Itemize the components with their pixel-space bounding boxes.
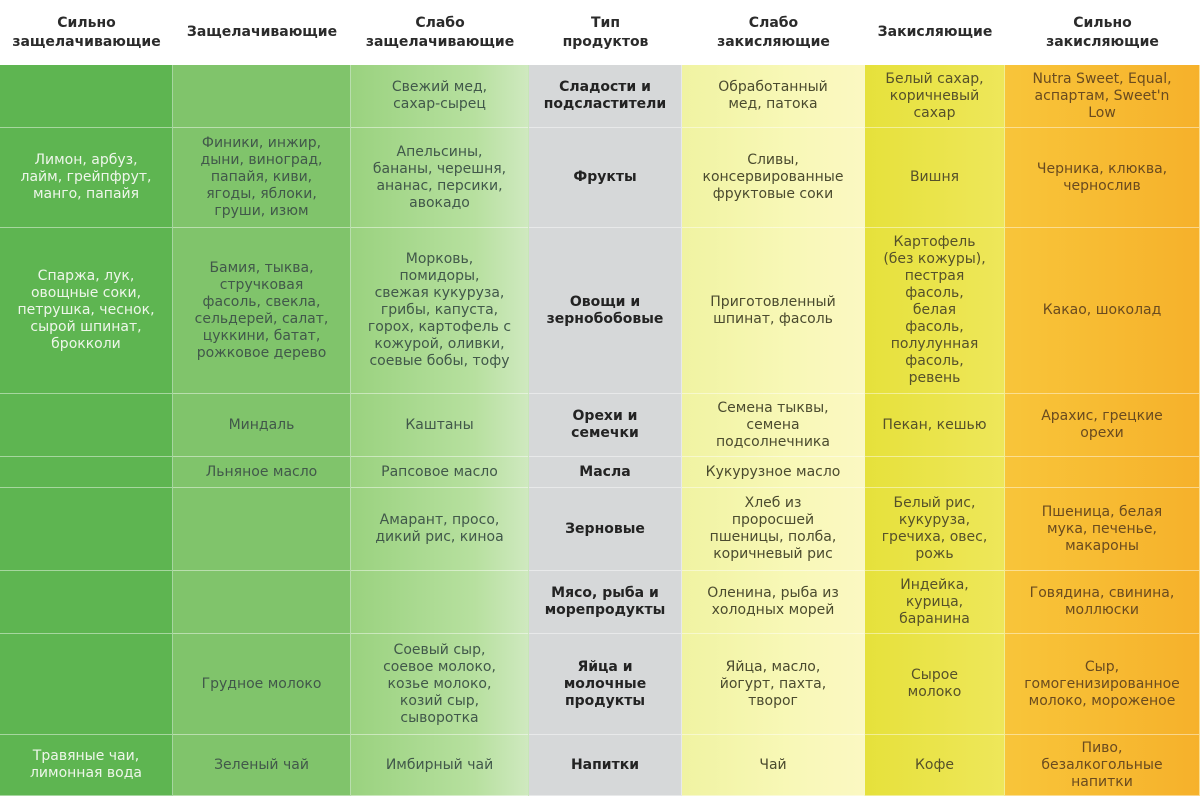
cell-alkalizing xyxy=(173,65,351,128)
cell-acidifying xyxy=(865,457,1005,488)
cell-weakly-alkalizing: Каштаны xyxy=(351,394,529,457)
cell-product-type: Овощи и зернобобовые xyxy=(529,228,682,394)
cell-weakly-acidifying: Семена тыквы, семена подсолнечника xyxy=(682,394,865,457)
cell-product-type: Яйца и молочные продукты xyxy=(529,634,682,735)
cell-strongly-alkalizing xyxy=(0,457,173,488)
cell-weakly-acidifying: Чай xyxy=(682,735,865,796)
cell-acidifying: Картофель (без кожуры), пестрая фасоль, белая фасоль, полулунная фасоль, ревень xyxy=(865,228,1005,394)
cell-acidifying: Кофе xyxy=(865,735,1005,796)
cell-acidifying: Белый сахар, коричневый сахар xyxy=(865,65,1005,128)
cell-weakly-alkalizing: Амарант, просо, дикий рис, киноа xyxy=(351,488,529,571)
cell-strongly-acidifying: Nutra Sweet, Equal, аспартам, Sweet'n Low xyxy=(1005,65,1200,128)
header-weakly-alkalizing: Слабо защелачивающие xyxy=(351,0,529,65)
cell-weakly-alkalizing: Морковь, помидоры, свежая кукуруза, грибы, капуста, горох, картофель с кожурой, оливки, соевые бобы, тофу xyxy=(351,228,529,394)
cell-weakly-acidifying: Обработанный мед, патока xyxy=(682,65,865,128)
cell-strongly-acidifying: Арахис, грецкие орехи xyxy=(1005,394,1200,457)
cell-strongly-alkalizing: Лимон, арбуз, лайм, грейпфрут, манго, папайя xyxy=(0,128,173,228)
cell-acidifying: Вишня xyxy=(865,128,1005,228)
cell-alkalizing: Бамия, тыква, стручковая фасоль, свекла, сельдерей, салат, цуккини, батат, рожковое дерево xyxy=(173,228,351,394)
cell-product-type: Орехи и семечки xyxy=(529,394,682,457)
cell-alkalizing xyxy=(173,571,351,634)
cell-weakly-acidifying: Кукурузное масло xyxy=(682,457,865,488)
cell-weakly-acidifying: Оленина, рыба из холодных морей xyxy=(682,571,865,634)
cell-strongly-acidifying: Пшеница, белая мука, печенье, макароны xyxy=(1005,488,1200,571)
cell-alkalizing: Зеленый чай xyxy=(173,735,351,796)
cell-strongly-acidifying: Пиво, безалкогольные напитки xyxy=(1005,735,1200,796)
cell-product-type: Фрукты xyxy=(529,128,682,228)
cell-strongly-acidifying: Черника, клюква, чернослив xyxy=(1005,128,1200,228)
cell-product-type: Масла xyxy=(529,457,682,488)
header-alkalizing: Защелачивающие xyxy=(173,0,351,65)
cell-strongly-alkalizing: Травяные чаи, лимонная вода xyxy=(0,735,173,796)
cell-weakly-alkalizing: Соевый сыр, соевое молоко, козье молоко, козий сыр, сыворотка xyxy=(351,634,529,735)
header-acidifying: Закисляющие xyxy=(865,0,1005,65)
cell-weakly-acidifying: Хлеб из проросшей пшеницы, полба, коричневый рис xyxy=(682,488,865,571)
cell-product-type: Сладости и подсластители xyxy=(529,65,682,128)
cell-acidifying: Пекан, кешью xyxy=(865,394,1005,457)
cell-strongly-alkalizing xyxy=(0,488,173,571)
header-weakly-acidifying: Слабо закисляющие xyxy=(682,0,865,65)
cell-strongly-alkalizing xyxy=(0,571,173,634)
cell-strongly-alkalizing xyxy=(0,65,173,128)
cell-alkalizing: Льняное масло xyxy=(173,457,351,488)
cell-weakly-acidifying: Яйца, масло, йогурт, пахта, творог xyxy=(682,634,865,735)
cell-alkalizing: Грудное молоко xyxy=(173,634,351,735)
cell-strongly-alkalizing xyxy=(0,634,173,735)
cell-weakly-alkalizing: Рапсовое масло xyxy=(351,457,529,488)
cell-alkalizing: Финики, инжир, дыни, виноград, папайя, киви, ягоды, яблоки, груши, изюм xyxy=(173,128,351,228)
cell-alkalizing xyxy=(173,488,351,571)
cell-strongly-acidifying: Сыр, гомогенизированное молоко, мороженое xyxy=(1005,634,1200,735)
header-strongly-acidifying: Сильно закисляющие xyxy=(1005,0,1200,65)
cell-product-type: Зерновые xyxy=(529,488,682,571)
cell-strongly-acidifying xyxy=(1005,457,1200,488)
cell-acidifying: Сырое молоко xyxy=(865,634,1005,735)
cell-acidifying: Белый рис, кукуруза, гречиха, овес, рожь xyxy=(865,488,1005,571)
cell-weakly-alkalizing: Апельсины, бананы, черешня, ананас, персики, авокадо xyxy=(351,128,529,228)
cell-weakly-alkalizing: Свежий мед, сахар-сырец xyxy=(351,65,529,128)
cell-strongly-acidifying: Какао, шоколад xyxy=(1005,228,1200,394)
header-product-type: Тип продуктов xyxy=(529,0,682,65)
cell-product-type: Мясо, рыба и морепродукты xyxy=(529,571,682,634)
header-strongly-alkalizing: Сильно защелачивающие xyxy=(0,0,173,65)
cell-weakly-alkalizing xyxy=(351,571,529,634)
cell-strongly-acidifying: Говядина, свинина, моллюски xyxy=(1005,571,1200,634)
cell-weakly-acidifying: Приготовленный шпинат, фасоль xyxy=(682,228,865,394)
cell-weakly-acidifying: Сливы, консервированные фруктовые соки xyxy=(682,128,865,228)
cell-acidifying: Индейка, курица, баранина xyxy=(865,571,1005,634)
cell-strongly-alkalizing xyxy=(0,394,173,457)
cell-product-type: Напитки xyxy=(529,735,682,796)
cell-strongly-alkalizing: Спаржа, лук, овощные соки, петрушка, чеснок, сырой шпинат, брокколи xyxy=(0,228,173,394)
cell-weakly-alkalizing: Имбирный чай xyxy=(351,735,529,796)
cell-alkalizing: Миндаль xyxy=(173,394,351,457)
